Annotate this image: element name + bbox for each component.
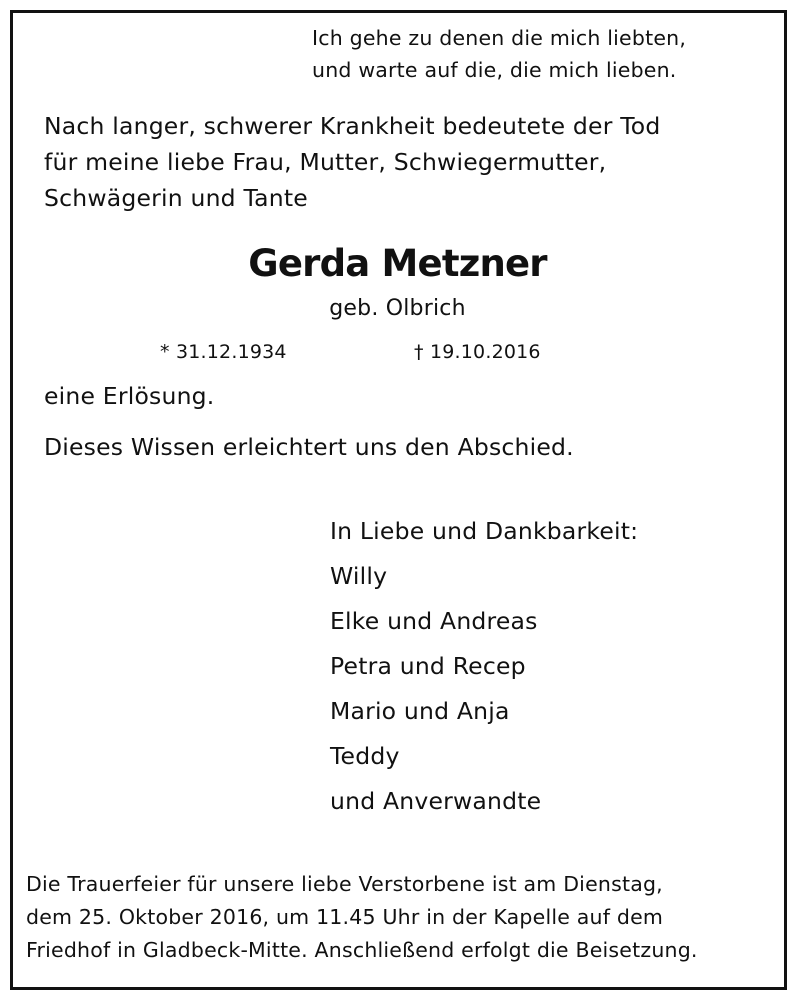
signatory-name: Teddy	[330, 742, 400, 770]
intro-line-3: Schwägerin und Tante	[44, 184, 308, 212]
motto-line-2: und warte auf die, die mich lieben.	[312, 58, 677, 82]
funeral-line-1: Die Trauerfeier für unsere liebe Verstorbene ist am Dienstag,	[26, 872, 663, 896]
signatory-name: Willy	[330, 562, 388, 590]
birth-date: * 31.12.1934	[160, 341, 287, 363]
knowledge-line: Dieses Wissen erleichtert uns den Abschied.	[44, 433, 574, 461]
death-date: † 19.10.2016	[414, 341, 541, 363]
relief-line: eine Erlösung.	[44, 382, 215, 410]
signatories-heading: In Liebe und Dankbarkeit:	[330, 517, 639, 545]
signatory-name: Mario und Anja	[330, 697, 510, 725]
intro-line-1: Nach langer, schwerer Krankheit bedeutete der Tod	[44, 112, 661, 140]
funeral-line-3: Friedhof in Gladbeck-Mitte. Anschließend erfolgt die Beisetzung.	[26, 938, 698, 962]
signatory-name: Elke und Andreas	[330, 607, 538, 635]
deceased-name: Gerda Metzner	[248, 242, 547, 285]
maiden-name: geb. Olbrich	[329, 296, 466, 321]
signatory-name: und Anverwandte	[330, 787, 542, 815]
motto-line-1: Ich gehe zu denen die mich liebten,	[312, 26, 687, 50]
intro-line-2: für meine liebe Frau, Mutter, Schwiegermutter,	[44, 148, 607, 176]
funeral-line-2: dem 25. Oktober 2016, um 11.45 Uhr in der Kapelle auf dem	[26, 905, 664, 929]
signatory-name: Petra und Recep	[330, 652, 526, 680]
